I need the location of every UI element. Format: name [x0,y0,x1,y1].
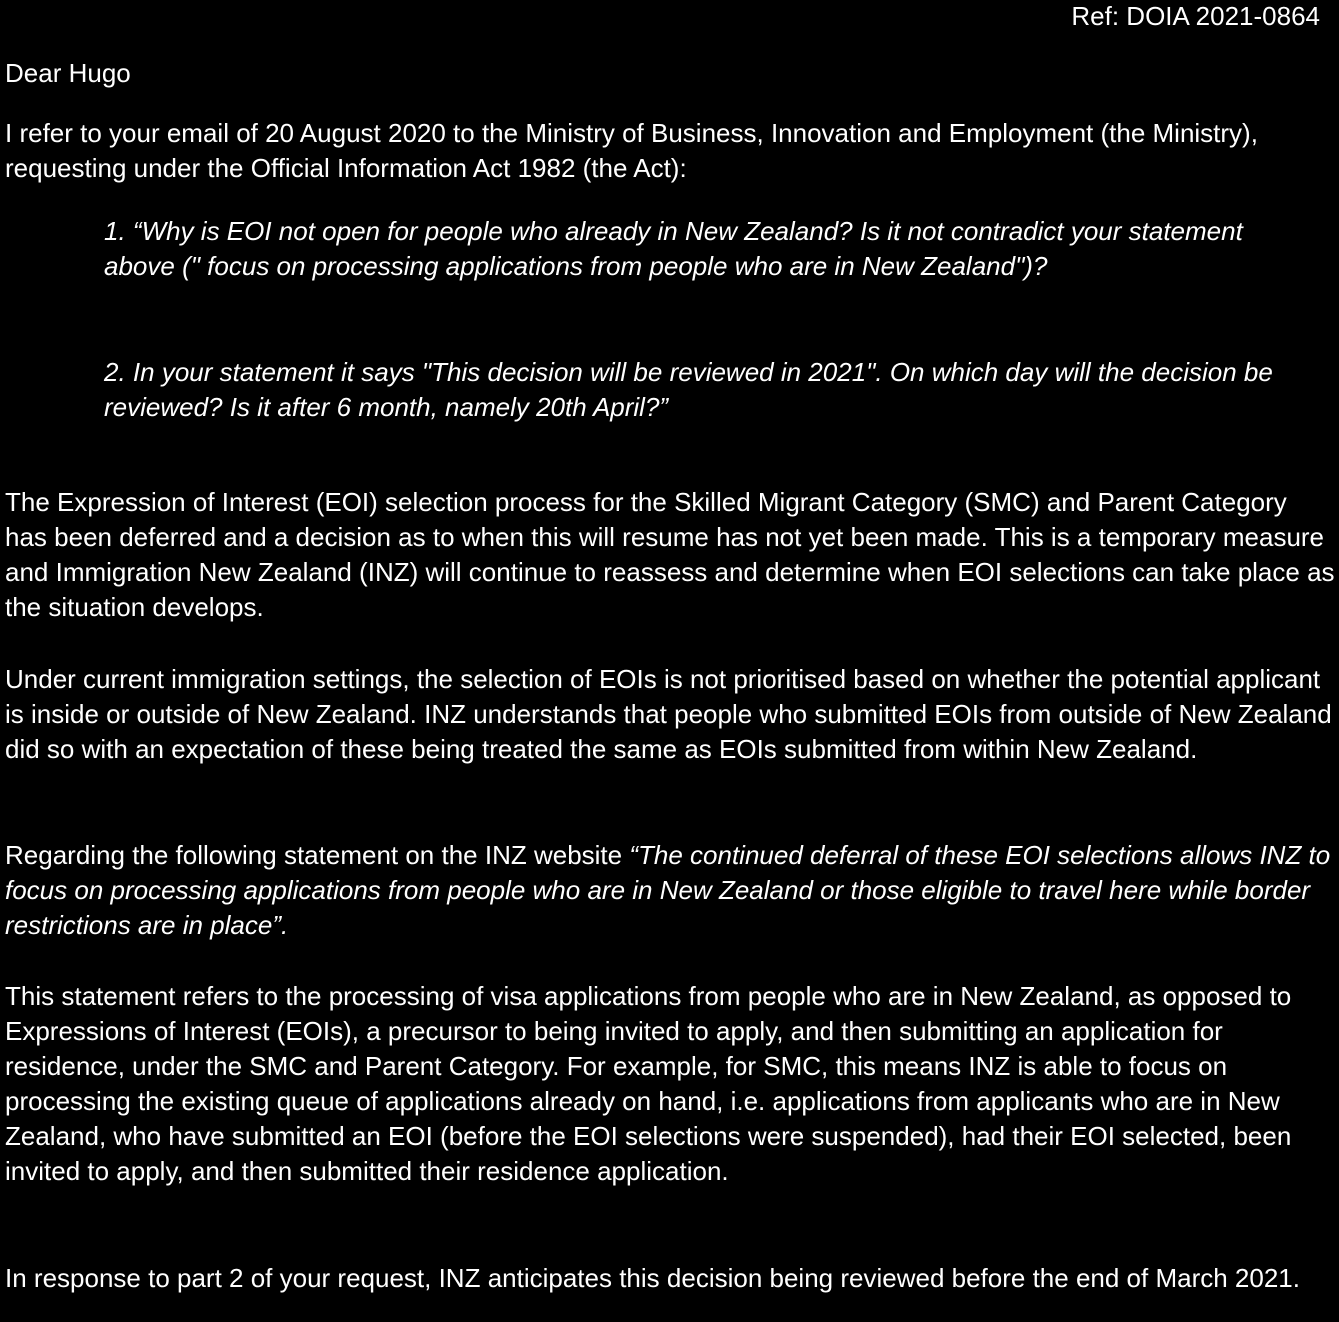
website-statement-quote: “The continued deferral of these EOI selections allows INZ to focus on processing applications from people who are in New Zealand or those eligible to travel here while border restrictions are in place”. [5,840,1331,940]
reference-number: Ref: DOIA 2021-0864 [1071,1,1320,31]
salutation: Dear Hugo [5,58,131,88]
paragraph-response: In response to part 2 of your request, INZ anticipates this decision being reviewed before the end of March 2021. [5,1263,1300,1293]
intro-paragraph: I refer to your email of 20 August 2020 to the Ministry of Business, Innovation and Employment (the Ministry), requesting under the Official Information Act 1982 (the Act): [5,118,1258,183]
paragraph-settings: Under current immigration settings, the selection of EOIs is not prioritised based on whether the potential applicant is inside or outside of New Zealand. INZ understands that people who submitted EOIs from outside of New Zealand did so with an expectation of these being treated the same as EOIs submitted from within New Zealand. [5,664,1332,764]
paragraph-statement: This statement refers to the processing of visa applications from people who are in New Zealand, as opposed to Expressions of Interest (EOIs), a precursor to being invited to apply, and then submitting an application for residence, under the SMC and Parent Category. For example, for SMC, this means INZ is able to focus on processing the existing queue of applications already on hand, i.e. applications from applicants who are in New Zealand, who have submitted an EOI (before the EOI selections were suspended), had their EOI selected, been invited to apply, and then submitted their residence application. [5,981,1292,1186]
question-1: 1. “Why is EOI not open for people who already in New Zealand? Is it not contradict your statement above (" focus on processing applications from people who are in New Zealand")? [104,216,1243,281]
paragraph-regarding [5,838,1335,943]
paragraph-deferred: The Expression of Interest (EOI) selection process for the Skilled Migrant Category (SMC) and Parent Category has been deferred and a decision as to when this will resume has not yet been made. This is a temporary measure and Immigration New Zealand (INZ) will continue to reassess and determine when EOI selections can take place as the situation develops. [5,487,1335,622]
question-2: 2. In your statement it says "This decision will be reviewed in 2021". On which day will the decision be reviewed? Is it after 6 month, namely 20th April?” [104,357,1273,422]
regarding-lead: Regarding the following statement on the INZ website [5,840,630,870]
